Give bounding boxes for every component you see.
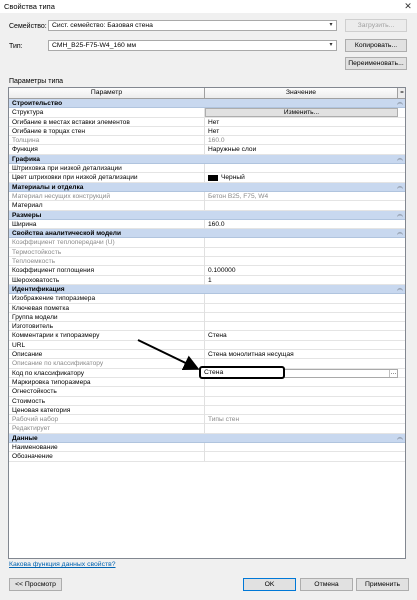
group-header[interactable] (9, 155, 405, 164)
load-button[interactable]: Загрузить... (345, 19, 407, 32)
parameter-name: Материал несущих конструкций (9, 192, 205, 201)
parameter-value[interactable]: 1 (208, 276, 212, 284)
parameter-value[interactable]: 0.100000 (208, 267, 236, 275)
parameter-name: Коэффициент теплопередачи (U) (9, 238, 205, 247)
parameter-value[interactable] (205, 452, 398, 461)
parameter-name: Наименование (9, 443, 205, 452)
parameter-name: Ценовая категория (9, 406, 205, 415)
group-title: Материалы и отделка (12, 183, 84, 191)
parameter-row[interactable] (9, 387, 405, 396)
group-header[interactable] (9, 211, 405, 220)
parameter-value: 160.0 (208, 137, 225, 145)
window-title: Свойства типа (4, 2, 55, 11)
group-title: Свойства аналитической модели (12, 230, 122, 238)
parameter-value (205, 248, 398, 257)
parameter-row[interactable] (9, 341, 405, 350)
ok-button[interactable]: OK (243, 578, 296, 591)
parameter-row[interactable] (9, 304, 405, 313)
parameter-name: Редактирует (9, 424, 205, 433)
parameter-row[interactable] (9, 173, 405, 182)
parameter-name: Маркировка типоразмера (9, 378, 205, 387)
parameter-row[interactable] (9, 164, 405, 173)
parameter-row[interactable] (9, 127, 405, 136)
help-link[interactable]: Какова функция данных свойств? (9, 561, 116, 568)
group-header[interactable] (9, 434, 405, 443)
cancel-button[interactable]: Отмена (300, 578, 353, 591)
parameter-value (205, 424, 398, 433)
chevron-down-icon: ▾ (329, 22, 333, 28)
parameter-row[interactable] (9, 378, 405, 387)
parameter-name: Материал (9, 201, 205, 210)
parameter-row[interactable] (9, 322, 405, 331)
parameter-name: Рабочий набор (9, 415, 205, 424)
chevron-up-icon[interactable]: ︽ (396, 100, 403, 106)
parameter-name: Термостойкость (9, 248, 205, 257)
chevron-up-icon[interactable]: ︽ (396, 211, 403, 218)
parameter-row[interactable] (9, 294, 405, 303)
grid-body (9, 99, 405, 462)
group-header[interactable] (9, 183, 405, 192)
parameter-value[interactable]: Нет (208, 127, 220, 135)
parameter-row[interactable] (9, 266, 405, 275)
parameter-row[interactable] (9, 136, 405, 145)
type-label: Тип: (9, 43, 23, 50)
parameter-name: Комментарии к типоразмеру (9, 331, 205, 340)
parameter-name: URL (9, 341, 205, 350)
parameter-name: Коэффициент поглощения (9, 266, 205, 275)
params-title: Параметры типа (9, 78, 64, 85)
group-title: Размеры (12, 211, 42, 219)
parameter-value[interactable] (205, 304, 398, 313)
col-extra-header[interactable]: = (398, 88, 406, 98)
copy-button[interactable]: Копировать... (345, 39, 407, 52)
group-header[interactable] (9, 285, 405, 294)
browse-icon[interactable]: … (390, 369, 397, 376)
chevron-up-icon[interactable]: ︽ (396, 285, 403, 292)
type-combo[interactable] (48, 40, 337, 51)
parameter-row[interactable] (9, 220, 405, 229)
parameter-name: Цвет штриховки при низкой детализации (9, 173, 205, 182)
chevron-up-icon[interactable]: ︽ (396, 230, 403, 237)
parameter-value[interactable] (205, 397, 398, 406)
window-titlebar (0, 0, 417, 13)
parameter-value: Бетон В25, F75, W4 (208, 192, 269, 200)
parameter-value[interactable]: Стена монолитная несущая (208, 351, 294, 359)
color-name: Черный (221, 174, 245, 182)
col-value-header[interactable]: Значение (205, 88, 398, 98)
parameter-value[interactable] (205, 173, 398, 182)
chevron-up-icon[interactable]: ︽ (396, 155, 403, 162)
parameter-row[interactable] (9, 424, 405, 433)
parameter-value[interactable] (205, 201, 398, 210)
family-label: Семейство: (9, 23, 47, 30)
group-title: Строительство (12, 100, 63, 107)
color-swatch-icon (208, 175, 218, 181)
type-parameters-grid[interactable] (8, 87, 406, 559)
parameter-value[interactable] (205, 294, 398, 303)
close-icon[interactable]: ✕ (404, 1, 412, 11)
preview-button[interactable]: << Просмотр (9, 578, 62, 591)
parameter-name: Структура (9, 108, 205, 117)
parameter-row[interactable] (9, 313, 405, 322)
group-header[interactable] (9, 99, 405, 108)
parameter-row[interactable] (9, 331, 405, 340)
parameter-name: Изготовитель (9, 322, 205, 331)
parameter-row[interactable] (9, 192, 405, 201)
parameter-name: Огибание в местах вставки элементов (9, 118, 205, 127)
group-header[interactable] (9, 229, 405, 238)
parameter-value[interactable] (205, 341, 398, 350)
highlighted-comment-value[interactable]: Стена (199, 366, 285, 379)
parameter-value (205, 257, 398, 266)
parameter-name: Описание (9, 350, 205, 359)
parameter-row[interactable] (9, 415, 405, 424)
parameter-value[interactable] (205, 313, 398, 322)
parameter-row[interactable] (9, 257, 405, 266)
apply-button[interactable]: Применить (356, 578, 409, 591)
parameter-row[interactable] (9, 145, 405, 154)
family-value: Сист. семейство: Базовая стена (52, 22, 153, 29)
parameter-value[interactable] (205, 322, 398, 331)
parameter-name: Ширина (9, 220, 205, 229)
parameter-value[interactable] (205, 164, 398, 173)
grid-header (9, 88, 405, 99)
chevron-down-icon: ▾ (329, 42, 333, 48)
parameter-name: Огибание в торцах стен (9, 127, 205, 136)
parameter-value[interactable] (205, 443, 398, 452)
parameter-name: Обозначение (9, 452, 205, 461)
parameter-name: Теплоемкость (9, 257, 205, 266)
parameter-value (205, 238, 398, 247)
parameter-name: Толщина (9, 136, 205, 145)
parameter-value[interactable] (205, 406, 398, 415)
parameter-name: Код по классификатору (9, 369, 205, 378)
parameter-row[interactable] (9, 118, 405, 127)
parameter-value[interactable]: Нет (208, 118, 220, 126)
type-value: СМН_В25-F75-W4_160 мм (52, 42, 137, 49)
parameter-name: Штриховка при низкой детализации (9, 164, 205, 173)
group-title: Данные (12, 434, 38, 442)
parameter-value[interactable] (205, 378, 398, 387)
parameter-row[interactable] (9, 406, 405, 415)
parameter-name: Огнестойкость (9, 387, 205, 396)
parameter-row[interactable] (9, 452, 405, 461)
parameter-row[interactable] (9, 248, 405, 257)
parameter-name: Описание по классификатору (9, 359, 205, 368)
parameter-value[interactable]: Наружные слои (208, 146, 257, 154)
parameter-row[interactable] (9, 108, 405, 117)
parameter-value: Типы стен (208, 416, 240, 424)
parameter-name: Изображение типоразмера (9, 294, 205, 303)
group-title: Идентификация (12, 285, 65, 293)
chevron-up-icon[interactable]: ︽ (396, 183, 403, 190)
family-combo[interactable] (48, 20, 337, 31)
parameter-row[interactable] (9, 443, 405, 452)
parameter-row[interactable] (9, 350, 405, 359)
parameter-row[interactable] (9, 397, 405, 406)
parameter-name: Стоимость (9, 397, 205, 406)
parameter-value[interactable] (205, 387, 398, 396)
parameter-row[interactable] (9, 201, 405, 210)
parameter-name: Ключевая пометка (9, 304, 205, 313)
parameter-row[interactable] (9, 276, 405, 285)
parameter-name: Группа модели (9, 313, 205, 322)
rename-button[interactable]: Переименовать... (345, 57, 407, 70)
parameter-name: Функция (9, 145, 205, 154)
col-param-header[interactable]: Параметр (9, 88, 205, 98)
parameter-name: Шероховатость (9, 276, 205, 285)
parameter-value[interactable]: Стена (208, 332, 227, 340)
chevron-up-icon[interactable]: ︽ (396, 434, 403, 441)
group-title: Графика (12, 155, 40, 163)
parameter-row[interactable] (9, 238, 405, 247)
edit-structure-button[interactable]: Изменить... (205, 108, 398, 117)
parameter-value[interactable]: 160.0 (208, 220, 225, 228)
